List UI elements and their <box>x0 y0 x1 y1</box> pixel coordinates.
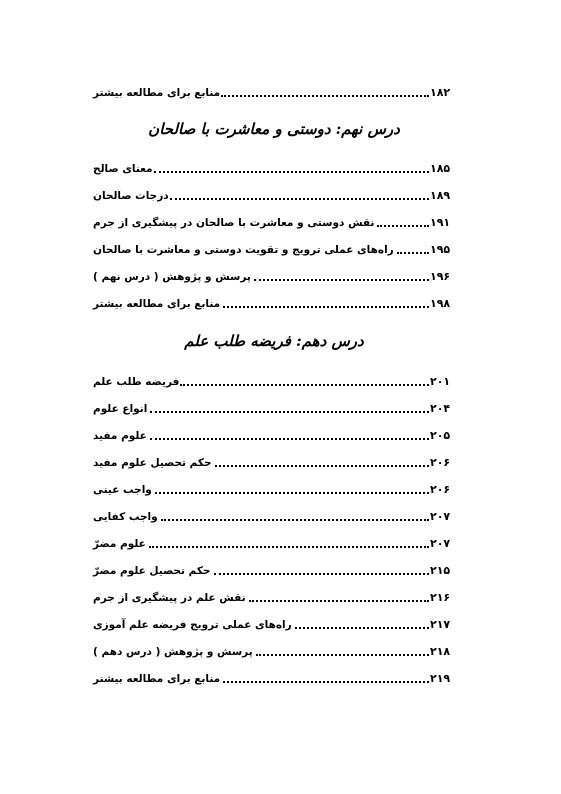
toc-entry-page: ۲۱۶ <box>430 591 451 604</box>
toc-entry <box>92 454 456 470</box>
lesson-heading: درس نهم: دوستی و معاشرت با صالحان <box>148 120 400 138</box>
toc-entry-page: ۲۰۱ <box>430 375 451 388</box>
toc-entry-page: ۱۹۱ <box>430 216 451 229</box>
toc-leader-dots <box>221 95 429 97</box>
toc-entry <box>92 400 456 416</box>
toc-entry-page: ۲۱۷ <box>430 618 451 631</box>
toc-entry <box>92 160 456 176</box>
toc-entry <box>92 187 456 203</box>
toc-entry-title: نقش دوستی و معاشرت با صالحان در پیشگیری از جرم <box>93 217 375 229</box>
toc-entry-page: ۲۰۷ <box>430 510 451 523</box>
toc-entry <box>92 84 456 100</box>
toc-entry-title: پرسش و پژوهش ( درس نهم ) <box>93 271 251 283</box>
toc-entry-title: حکم تحصیل علوم مفید <box>93 457 212 469</box>
toc-leader-dots <box>254 279 429 281</box>
toc-entry <box>92 481 456 497</box>
toc-entry-title: راه‌های عملی ترویج فریضه علم آموزی <box>93 619 292 631</box>
toc-leader-dots <box>180 384 429 386</box>
toc-entry-page: ۲۰۵ <box>430 429 451 442</box>
toc-entry <box>92 268 456 284</box>
toc-entry-page: ۲۱۹ <box>430 672 451 685</box>
toc-entry-page: ۱۸۹ <box>430 189 451 202</box>
toc-leader-dots <box>154 171 429 173</box>
toc-entry-page: ۲۱۵ <box>430 564 451 577</box>
toc-entry-page: ۱۹۶ <box>430 270 451 283</box>
toc-leader-dots <box>149 546 429 548</box>
toc-leader-dots <box>150 438 429 440</box>
toc-entry-title: نقش علم در پیشگیری از جرم <box>93 592 246 604</box>
toc-entry <box>92 616 456 632</box>
toc-leader-dots <box>161 519 429 521</box>
toc-entry-title: واجب کفایی <box>93 511 158 523</box>
toc-leader-dots <box>215 465 429 467</box>
toc-entry-page: ۱۹۸ <box>430 297 451 310</box>
toc-entry-title: واجب عینی <box>93 484 152 496</box>
toc-entry-title: معنای صالح <box>93 163 153 175</box>
toc-entry-page: ۲۰۶ <box>430 483 451 496</box>
toc-entry-title: منابع برای مطالعه بیشتر <box>93 87 221 99</box>
toc-entry-title: پرسش و پژوهش ( درس دهم ) <box>93 646 253 658</box>
toc-leader-dots <box>150 411 429 413</box>
toc-leader-dots <box>397 252 429 254</box>
toc-entry <box>92 589 456 605</box>
toc-leader-dots <box>295 627 429 629</box>
toc-entry <box>92 562 456 578</box>
toc-entry-page: ۱۸۵ <box>430 162 451 175</box>
toc-entry <box>92 373 456 389</box>
toc-entry-page: ۲۱۸ <box>430 645 451 658</box>
toc-entry <box>92 643 456 659</box>
toc-entry-page: ۱۸۲ <box>430 86 451 99</box>
toc-entry-page: ۲۰۶ <box>430 456 451 469</box>
toc-entry-title: راه‌های عملی ترویج و تقویت دوستی و معاشرت با صالحان <box>93 244 394 256</box>
toc-entry-title: حکم تحصیل علوم مضرّ <box>93 565 211 577</box>
toc-entry-title: فریضه طلب علم <box>93 376 180 388</box>
toc-entry-title: منابع برای مطالعه بیشتر <box>93 673 221 685</box>
toc-entry <box>92 241 456 257</box>
toc-entry <box>92 427 456 443</box>
toc-entry <box>92 670 456 686</box>
toc-leader-dots <box>170 198 429 200</box>
lesson-heading: درس دهم: فریضه طلب علم <box>184 332 364 350</box>
toc-entry-page: ۱۹۵ <box>430 243 451 256</box>
toc-entry-title: علوم مفید <box>93 430 147 442</box>
toc-entry <box>92 295 456 311</box>
toc-leader-dots <box>155 492 429 494</box>
toc-leader-dots <box>377 225 429 227</box>
toc-entry-page: ۲۰۴ <box>430 402 451 415</box>
toc-leader-dots <box>249 600 429 602</box>
toc-entry <box>92 535 456 551</box>
toc-leader-dots <box>256 654 429 656</box>
toc-entry-title: علوم مضرّ <box>93 538 146 550</box>
toc-leader-dots <box>223 306 429 308</box>
toc-entry-title: انواع علوم <box>93 403 148 415</box>
toc-entry-page: ۲۰۷ <box>430 537 451 550</box>
toc-entry-title: درجات صالحان <box>93 190 169 202</box>
toc-entry <box>92 508 456 524</box>
toc-entry-title: منابع برای مطالعه بیشتر <box>93 298 221 310</box>
toc-leader-dots <box>214 573 429 575</box>
toc-entry <box>92 214 456 230</box>
toc-leader-dots <box>223 681 429 683</box>
